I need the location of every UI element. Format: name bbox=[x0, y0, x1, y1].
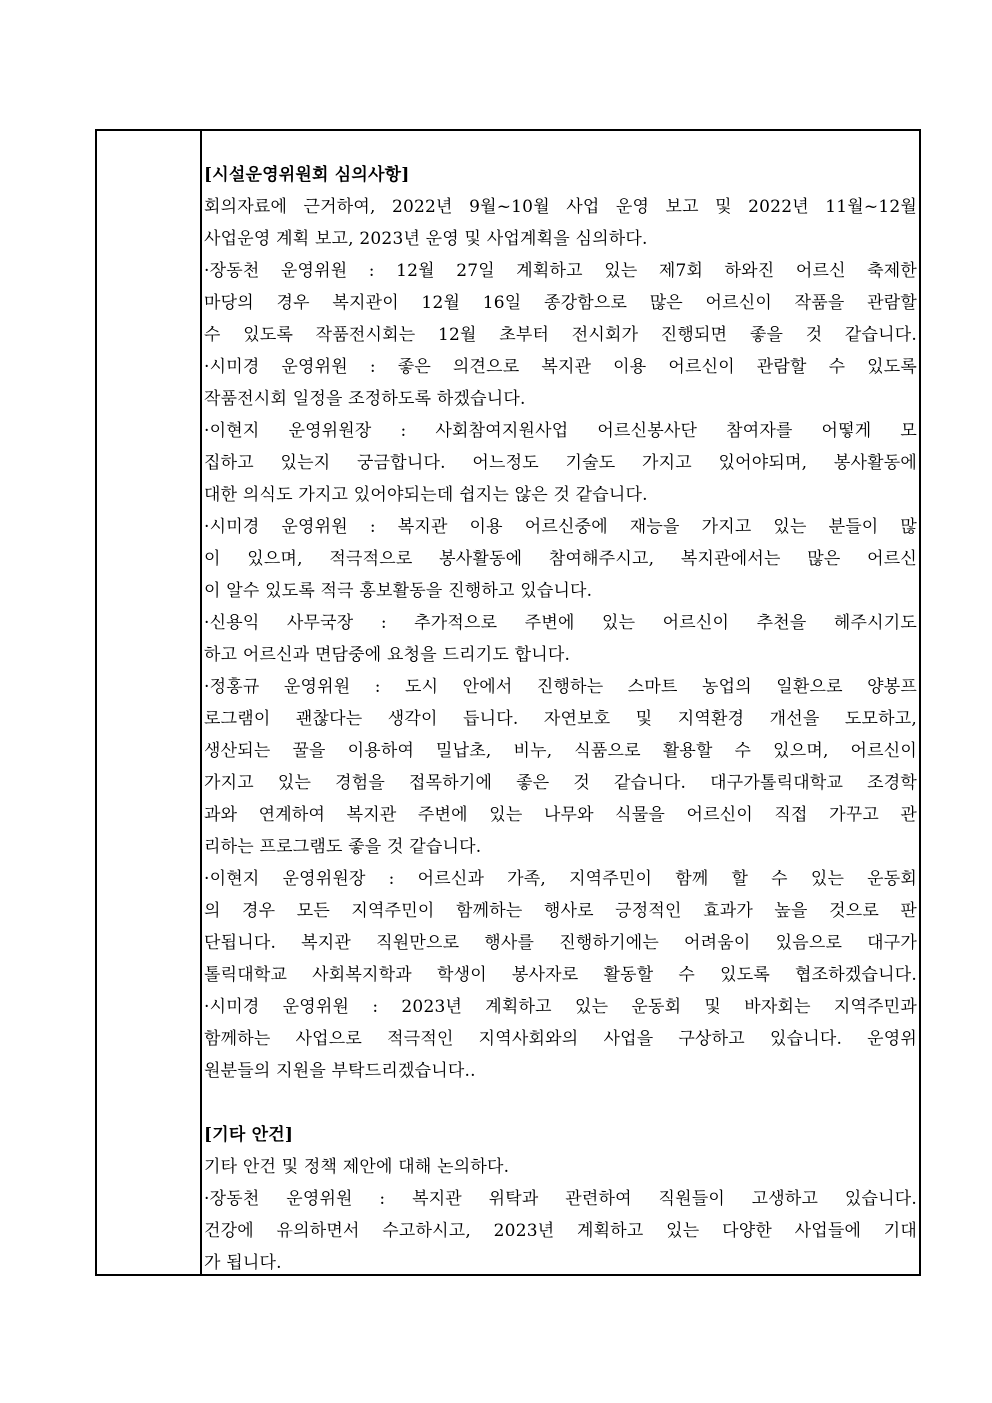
paragraph-line: 단됩니다. 복지관 직원만으로 행사를 진행하기에는 어려움이 있음으로 대구가 bbox=[204, 933, 917, 953]
section-heading-deliberation: [시설운영위원회 심의사항] bbox=[204, 165, 410, 185]
content-cell bbox=[204, 159, 917, 1274]
paragraph-line: 생산되는 꿀을 이용하여 밀납초, 비누, 식품으로 활용할 수 있으며, 어르신이 bbox=[204, 741, 917, 761]
paragraph-line: 대한 의식도 가지고 있어야되는데 쉽지는 않은 것 같습니다. bbox=[204, 485, 648, 505]
paragraph-line: 하고 어르신과 면담중에 요청을 드리기도 합니다. bbox=[204, 645, 571, 665]
paragraph-line: ·시미경 운영위원 : 복지관 이용 어르신중에 재능을 가지고 있는 분들이 많 bbox=[204, 517, 917, 537]
spacer bbox=[204, 1087, 917, 1119]
paragraph-line: ·신용익 사무국장 : 추가적으로 주변에 있는 어르신이 추천을 헤주시기도 bbox=[204, 613, 917, 633]
section-heading-other-agenda: [기타 안건] bbox=[204, 1125, 294, 1145]
paragraph-line: 의 경우 모든 지역주민이 함께하는 행사로 긍정적인 효과가 높을 것으로 판 bbox=[204, 901, 917, 921]
paragraph-line: 마당의 경우 복지관이 12월 16일 종강함으로 많은 어르신이 작품을 관람할 bbox=[204, 293, 917, 313]
paragraph-line: ·이현지 운영위원장 : 사회참여지원사업 어르신봉사단 참여자를 어떻게 모 bbox=[204, 421, 917, 441]
paragraph-line: 건강에 유의하면서 수고하시고, 2023년 계획하고 있는 다양한 사업들에 기대 bbox=[204, 1221, 917, 1241]
paragraph-line: 기타 안건 및 정책 제안에 대해 논의하다. bbox=[204, 1157, 510, 1177]
paragraph-line: 원분들의 지원을 부탁드리겠습니다.. bbox=[204, 1061, 476, 1081]
paragraph-line: 수 있도록 작품전시회는 12월 초부터 전시회가 진행되면 좋을 것 같습니다. bbox=[204, 325, 917, 345]
paragraph-line: 이 있으며, 적극적으로 봉사활동에 참여해주시고, 복지관에서는 많은 어르신 bbox=[204, 549, 917, 569]
paragraph-line: ·이현지 운영위원장 : 어르신과 가족, 지역주민이 함께 할 수 있는 운동회 bbox=[204, 869, 917, 889]
paragraph-line: ·시미경 운영위원 : 좋은 의견으로 복지관 이용 어르신이 관람할 수 있도록 bbox=[204, 357, 917, 377]
paragraph-line: 리하는 프로그램도 좋을 것 같습니다. bbox=[204, 837, 482, 857]
paragraph-line: 작품전시회 일정을 조정하도록 하겠습니다. bbox=[204, 389, 526, 409]
paragraph-line: ·장동천 운영위원 : 복지관 위탁과 관련하여 직원들이 고생하고 있습니다. bbox=[204, 1189, 917, 1209]
paragraph-line: ·장동천 운영위원 : 12월 27일 계획하고 있는 제7회 하와진 어르신 축제한 bbox=[204, 261, 917, 281]
minutes-table bbox=[95, 129, 921, 1276]
paragraph-line: ·시미경 운영위원 : 2023년 계획하고 있는 운동회 및 바자회는 지역주민과 bbox=[204, 997, 917, 1017]
paragraph-line: 톨릭대학교 사회복지학과 학생이 봉사자로 활동할 수 있도록 협조하겠습니다. bbox=[204, 965, 917, 985]
label-cell bbox=[97, 131, 202, 1274]
paragraph-line: 함께하는 사업으로 적극적인 지역사회와의 사업을 구상하고 있습니다. 운영위 bbox=[204, 1029, 917, 1049]
paragraph-line: 가지고 있는 경험을 접목하기에 좋은 것 같습니다. 대구가톨릭대학교 조경학 bbox=[204, 773, 917, 793]
paragraph-line: 집하고 있는지 궁금합니다. 어느정도 기술도 가지고 있어야되며, 봉사활동에 bbox=[204, 453, 917, 473]
paragraph-line: 이 알수 있도록 적극 홍보활동을 진행하고 있습니다. bbox=[204, 581, 593, 601]
paragraph-line: 사업운영 계획 보고, 2023년 운영 및 사업계획을 심의하다. bbox=[204, 229, 648, 249]
paragraph-line: 로그램이 괜찮다는 생각이 듭니다. 자연보호 및 지역환경 개선을 도모하고, bbox=[204, 709, 917, 729]
paragraph-line: 과와 연계하여 복지관 주변에 있는 나무와 식물을 어르신이 직접 가꾸고 관 bbox=[204, 805, 917, 825]
paragraph-line: 회의자료에 근거하여, 2022년 9월~10월 사업 운영 보고 및 2022년 11월~12월 bbox=[204, 197, 917, 217]
paragraph-line: ·정홍규 운영위원 : 도시 안에서 진행하는 스마트 농업의 일환으로 양봉프 bbox=[204, 677, 917, 697]
paragraph-line: 가 됩니다. bbox=[204, 1253, 282, 1273]
